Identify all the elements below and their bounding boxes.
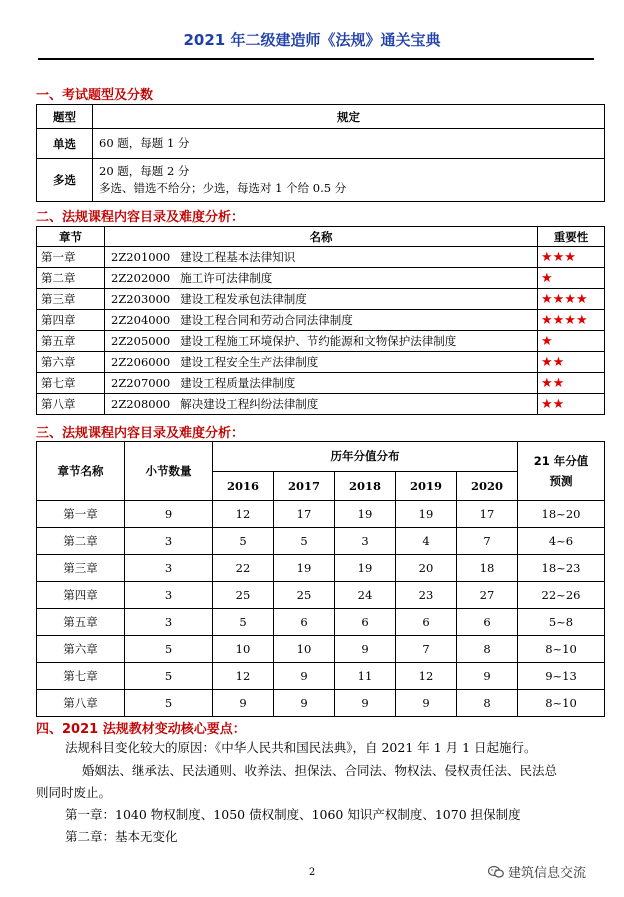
- chapter-title: 解决建设工程纠纷法律制度: [180, 397, 319, 411]
- chapter-cell: 第二章: [37, 268, 105, 289]
- score-distribution-table: [36, 441, 605, 717]
- score-cell: 9: [335, 636, 396, 663]
- score-cell: 3: [335, 528, 396, 555]
- header-chapter-name: 章节名称: [37, 442, 125, 501]
- name-cell: [105, 331, 538, 352]
- name-cell: [105, 310, 538, 331]
- chapter-cell: 第八章: [37, 690, 125, 717]
- page-title: 2021 年二级建造师《法规》通关宝典: [183, 31, 441, 49]
- chapter-title: 建设工程基本法律知识: [180, 250, 296, 264]
- score-cell: 6: [335, 609, 396, 636]
- count-cell: 5: [125, 663, 213, 690]
- name-cell: [105, 289, 538, 310]
- paragraph-repealed-line2: 则同时废止。: [36, 785, 112, 800]
- header-name: 名称: [105, 227, 538, 247]
- score-cell: 6: [274, 609, 335, 636]
- paragraph-reason: 法规科目变化较大的原因：《中华人民共和国民法典》，自 2021 年 1 月 1 日起施行。: [65, 740, 537, 755]
- watermark-text: 建筑信息交流: [508, 866, 587, 881]
- chapter-cell: 第六章: [37, 352, 105, 373]
- section2-heading: 二、法规课程内容目录及难度分析：: [36, 210, 245, 225]
- table-row: [37, 690, 605, 717]
- score-cell: 9: [213, 690, 274, 717]
- table-row: [37, 609, 605, 636]
- title-rule: [38, 58, 594, 60]
- score-cell: 7: [457, 528, 518, 555]
- header-prediction: [518, 442, 605, 501]
- score-cell: 8: [457, 636, 518, 663]
- importance-stars: ★: [538, 331, 605, 352]
- rule-line: 多选、错选不给分；少选，每选对 1 个给 0.5 分: [99, 181, 347, 195]
- wechat-icon: [488, 865, 504, 879]
- prediction-cell: 22~26: [518, 582, 605, 609]
- chapter-cell: 第四章: [37, 310, 105, 331]
- chapter-code: 2Z202000: [111, 271, 171, 285]
- year-2016: 2016: [213, 471, 274, 501]
- score-cell: 20: [396, 555, 457, 582]
- chapter-code: 2Z204000: [111, 313, 171, 327]
- year-2019: 2019: [396, 471, 457, 501]
- score-cell: 19: [335, 555, 396, 582]
- score-cell: 19: [396, 501, 457, 528]
- score-cell: 5: [274, 528, 335, 555]
- table-header-row: [37, 105, 605, 129]
- score-cell: 22: [213, 555, 274, 582]
- type-cell: 单选: [37, 129, 93, 159]
- chapter-cell: 第二章: [37, 528, 125, 555]
- prediction-cell: 8~10: [518, 690, 605, 717]
- score-cell: 19: [274, 555, 335, 582]
- table-row: [37, 373, 605, 394]
- prediction-cell: 8~10: [518, 636, 605, 663]
- prediction-cell: 4~6: [518, 528, 605, 555]
- page-number: 2: [308, 867, 316, 878]
- header-history: 历年分值分布: [213, 442, 518, 472]
- table-row: [37, 310, 605, 331]
- table-row: [37, 636, 605, 663]
- score-cell: 9: [274, 663, 335, 690]
- paragraph-chapter1: 第一章：1040 物权制度、1050 债权制度、1060 知识产权制度、1070 担保制度: [65, 807, 521, 822]
- table-row: [37, 289, 605, 310]
- importance-stars: ★★: [538, 394, 605, 415]
- year-2018: 2018: [335, 471, 396, 501]
- chapter-cell: 第三章: [37, 555, 125, 582]
- chapter-cell: 第七章: [37, 373, 105, 394]
- score-cell: 8: [457, 690, 518, 717]
- table-row: [37, 352, 605, 373]
- type-cell: 多选: [37, 159, 93, 202]
- count-cell: 9: [125, 501, 213, 528]
- score-cell: 25: [213, 582, 274, 609]
- prediction-label-line1: 21 年分值: [533, 454, 589, 468]
- importance-stars: ★★★: [538, 247, 605, 268]
- chapter-code: 2Z208000: [111, 397, 171, 411]
- importance-stars: ★★★★: [538, 289, 605, 310]
- score-cell: 9: [396, 690, 457, 717]
- paragraph-chapter2: 第二章：基本无变化: [65, 829, 178, 844]
- table-row: [37, 129, 605, 159]
- header-rule: 规定: [93, 105, 605, 129]
- chapter-cell: 第五章: [37, 609, 125, 636]
- rule-line: 60 题，每题 1 分: [99, 136, 190, 150]
- table-row: [37, 268, 605, 289]
- importance-stars: ★★: [538, 373, 605, 394]
- name-cell: [105, 247, 538, 268]
- chapter-title: 建设工程合同和劳动合同法律制度: [180, 313, 353, 327]
- chapter-cell: 第四章: [37, 582, 125, 609]
- chapter-cell: 第七章: [37, 663, 125, 690]
- score-cell: 7: [396, 636, 457, 663]
- chapter-code: 2Z206000: [111, 355, 171, 369]
- chapter-cell: 第六章: [37, 636, 125, 663]
- course-contents-table: [36, 226, 605, 415]
- score-cell: 6: [396, 609, 457, 636]
- chapter-title: 施工许可法律制度: [180, 271, 273, 285]
- table-header-row: [37, 442, 605, 472]
- exam-format-table: [36, 104, 605, 202]
- rule-cell: [93, 129, 605, 159]
- section3-heading: 三、法规课程内容目录及难度分析：: [36, 426, 245, 441]
- score-cell: 12: [213, 663, 274, 690]
- chapter-title: 建设工程质量法律制度: [180, 376, 296, 390]
- score-cell: 23: [396, 582, 457, 609]
- table-row: [37, 555, 605, 582]
- chapter-code: 2Z203000: [111, 292, 171, 306]
- table-row: [37, 159, 605, 202]
- chapter-cell: 第五章: [37, 331, 105, 352]
- importance-stars: ★: [538, 268, 605, 289]
- table-row: [37, 331, 605, 352]
- header-importance: 重要性: [538, 227, 605, 247]
- score-cell: 18: [457, 555, 518, 582]
- name-cell: [105, 352, 538, 373]
- year-2020: 2020: [457, 471, 518, 501]
- header-chapter: 章节: [37, 227, 105, 247]
- prediction-cell: 9~13: [518, 663, 605, 690]
- prediction-label-line2: 预测: [549, 474, 573, 488]
- importance-stars: ★★: [538, 352, 605, 373]
- watermark: [488, 862, 586, 881]
- score-cell: 12: [396, 663, 457, 690]
- score-cell: 5: [213, 609, 274, 636]
- rule-cell: [93, 159, 605, 202]
- header-section-count: 小节数量: [125, 442, 213, 501]
- section1-heading: 一、考试题型及分数: [36, 88, 154, 103]
- name-cell: [105, 373, 538, 394]
- count-cell: 3: [125, 609, 213, 636]
- table-row: [37, 501, 605, 528]
- table-header-row: [37, 227, 605, 247]
- score-cell: 4: [396, 528, 457, 555]
- chapter-code: 2Z207000: [111, 376, 171, 390]
- table-row: [37, 663, 605, 690]
- prediction-cell: 18~23: [518, 555, 605, 582]
- score-cell: 17: [274, 501, 335, 528]
- score-cell: 9: [274, 690, 335, 717]
- score-cell: 9: [457, 663, 518, 690]
- rule-line: 20 题，每题 2 分: [99, 164, 190, 178]
- name-cell: [105, 268, 538, 289]
- count-cell: 3: [125, 528, 213, 555]
- score-cell: 5: [213, 528, 274, 555]
- score-cell: 27: [457, 582, 518, 609]
- chapter-cell: 第三章: [37, 289, 105, 310]
- paragraph-repealed-line1: 婚姻法、继承法、民法通则、收养法、担保法、合同法、物权法、侵权责任法、民法总: [82, 763, 558, 778]
- name-cell: [105, 394, 538, 415]
- score-cell: 9: [335, 690, 396, 717]
- count-cell: 5: [125, 690, 213, 717]
- chapter-cell: 第一章: [37, 501, 125, 528]
- chapter-cell: 第八章: [37, 394, 105, 415]
- score-cell: 24: [335, 582, 396, 609]
- chapter-title: 建设工程安全生产法律制度: [180, 355, 319, 369]
- count-cell: 3: [125, 555, 213, 582]
- score-cell: 6: [457, 609, 518, 636]
- prediction-cell: 5~8: [518, 609, 605, 636]
- score-cell: 17: [457, 501, 518, 528]
- score-cell: 10: [213, 636, 274, 663]
- chapter-cell: 第一章: [37, 247, 105, 268]
- year-2017: 2017: [274, 471, 335, 501]
- score-cell: 25: [274, 582, 335, 609]
- chapter-code: 2Z201000: [111, 250, 171, 264]
- score-cell: 10: [274, 636, 335, 663]
- score-cell: 19: [335, 501, 396, 528]
- score-cell: 11: [335, 663, 396, 690]
- section4-heading: 四、2021 法规教材变动核心要点：: [36, 722, 246, 737]
- table-row: [37, 247, 605, 268]
- importance-stars: ★★★★: [538, 310, 605, 331]
- header-type: 题型: [37, 105, 93, 129]
- table-row: [37, 394, 605, 415]
- count-cell: 3: [125, 582, 213, 609]
- score-cell: 12: [213, 501, 274, 528]
- chapter-title: 建设工程施工环境保护、节约能源和文物保护法律制度: [180, 334, 457, 348]
- table-row: [37, 528, 605, 555]
- count-cell: 5: [125, 636, 213, 663]
- table-row: [37, 582, 605, 609]
- prediction-cell: 18~20: [518, 501, 605, 528]
- chapter-title: 建设工程发承包法律制度: [180, 292, 307, 306]
- chapter-code: 2Z205000: [111, 334, 171, 348]
